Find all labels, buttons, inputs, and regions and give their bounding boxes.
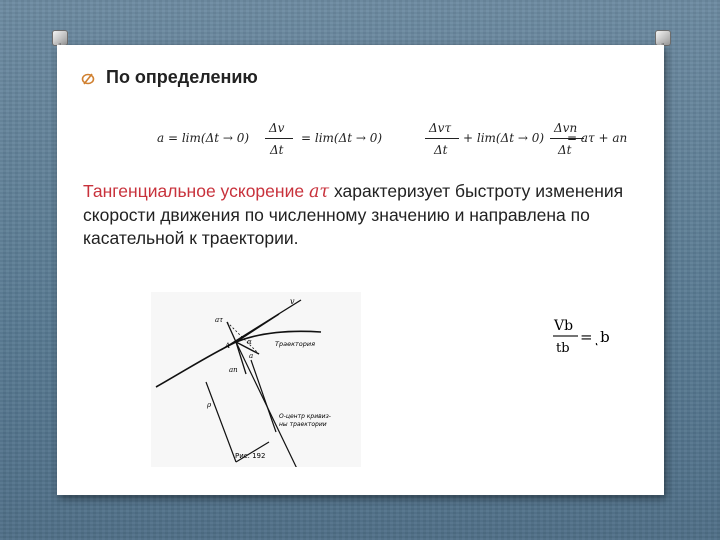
formula-num-2: Δvτ [429, 121, 452, 135]
label-rho: ρ [207, 401, 212, 409]
formula-part-2: = lim(Δt → 0) [301, 131, 383, 145]
label-v: v [290, 297, 295, 306]
formula-den-3: Δt [558, 143, 572, 157]
label-a: a [249, 352, 254, 360]
trajectory-diagram [151, 292, 361, 467]
term-text: Тангенциальное ускорение [83, 181, 305, 201]
formula-part-1: a = lim(Δt → 0) [157, 131, 250, 145]
label-center-1: O-центр кривиз- [279, 413, 331, 420]
label-A: A [225, 342, 231, 350]
mirrored-formula [550, 312, 620, 360]
label-at: aτ [215, 316, 224, 324]
paragraph-rest: характеризует быстроту изменения скорости движения по численному значению и направлена по касательной к траектории. [83, 181, 624, 248]
label-an: an [229, 366, 238, 374]
bullet-icon [81, 72, 95, 86]
label-center-2: ны траектории [279, 421, 327, 428]
mirrored-bottom: tb [556, 341, 570, 356]
slide [57, 45, 664, 495]
slide-heading: По определению [106, 67, 258, 87]
acceleration-formula [157, 117, 627, 163]
tangential-acceleration-paragraph [83, 180, 658, 250]
figure-caption: Рис. 192 [235, 452, 266, 460]
formula-num-1: Δv [269, 121, 285, 135]
label-alpha: α [247, 338, 252, 346]
formula-part-3: + lim(Δt → 0) [463, 131, 545, 145]
mirrored-top: Vb [554, 318, 574, 334]
label-trajectory: Траектория [275, 340, 316, 348]
formula-den-1: Δt [270, 143, 284, 157]
formula-num-3: Δvn [554, 121, 578, 135]
formula-part-4: = aτ + an [567, 131, 628, 145]
term-symbol: aτ [308, 182, 330, 202]
formula-den-2: Δt [434, 143, 448, 157]
mirrored-right: =ͺb [580, 328, 610, 346]
